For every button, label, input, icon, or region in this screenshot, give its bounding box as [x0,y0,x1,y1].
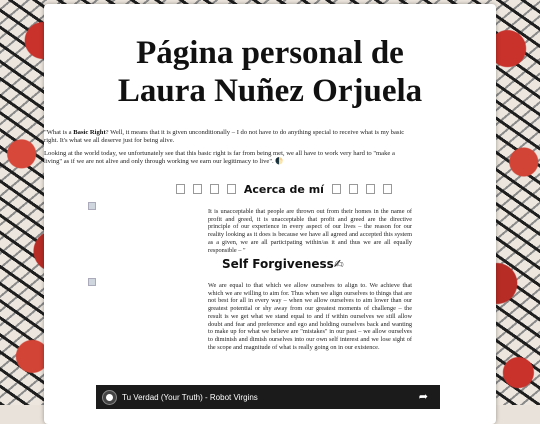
page-title-line2: Laura Nuñez Orjuela [117,73,423,109]
forgiveness-heading: Self Forgiveness✍ [222,257,344,271]
track-title[interactable]: Tu Verdad (Your Truth) - Robot Virgins [122,393,258,402]
share-icon[interactable]: ➦ [418,391,428,403]
intro-text [44,129,408,171]
intro-p1-bold: Basic Right [73,129,106,136]
intro-p1-end: ? Well, it means that it is given unconditionally – I do not have to do anything special to receive what is my basic right. It's what we all deserve just for being alive. [44,129,405,144]
intro-p1-start: "What is a [44,129,74,136]
channel-logo [102,390,117,405]
missing-glyph-icon [383,184,392,194]
page-title-line1: Página personal de [136,35,404,71]
about-heading [172,183,396,196]
missing-glyph-icon [366,184,375,194]
intro-paragraph-1 [44,129,408,145]
missing-glyph-icon [193,184,202,194]
broken-image-icon [88,278,96,286]
about-text: It is unacceptable that people are thrown out from their homes in the name of profit and greed, it is unacceptable that profit and greed are the directive principle of our experience in every aspect of our lives – the reason for our reality looking as it does is because we have all agreed and accepted this system as a given, we are all participating within/as it and thus we are all equally responsible – " [208,208,412,254]
broken-image-icon [88,202,96,210]
page-title [44,34,496,110]
missing-glyph-icon [210,184,219,194]
missing-glyph-icon [176,184,185,194]
music-player[interactable] [96,385,440,409]
about-heading-text: Acerca de mí [243,183,324,196]
forgiveness-text: We are equal to that which we allow ourselves to align to. We achieve that which we are willing to aim for. Thus when we align ourselves to things that are not best for all in every way – when we allow ourselves to aim lower than our greatest potential or shy away from our greatest moments of challenge – the result is we get what we stand equal to and if within ourselves we still allow doubt and fear and preference and ego and holding ourselves back and wanting to make up for what we believe are "mistakes" in our past – we allow ourselves to diminish and dimish ourselves into our own self interest and we lose sight of the scope and magnitude of what is really going on in our existence. [208,282,412,351]
missing-glyph-icon [227,184,236,194]
missing-glyph-icon [332,184,341,194]
missing-glyph-icon [349,184,358,194]
intro-paragraph-2: Looking at the world today, we unfortunately see that this basic right is far from being met, we all have to work very hard to "make a living" as if we are not alive and only through working we earn our legitimacy to live". 🌓 [44,150,395,165]
